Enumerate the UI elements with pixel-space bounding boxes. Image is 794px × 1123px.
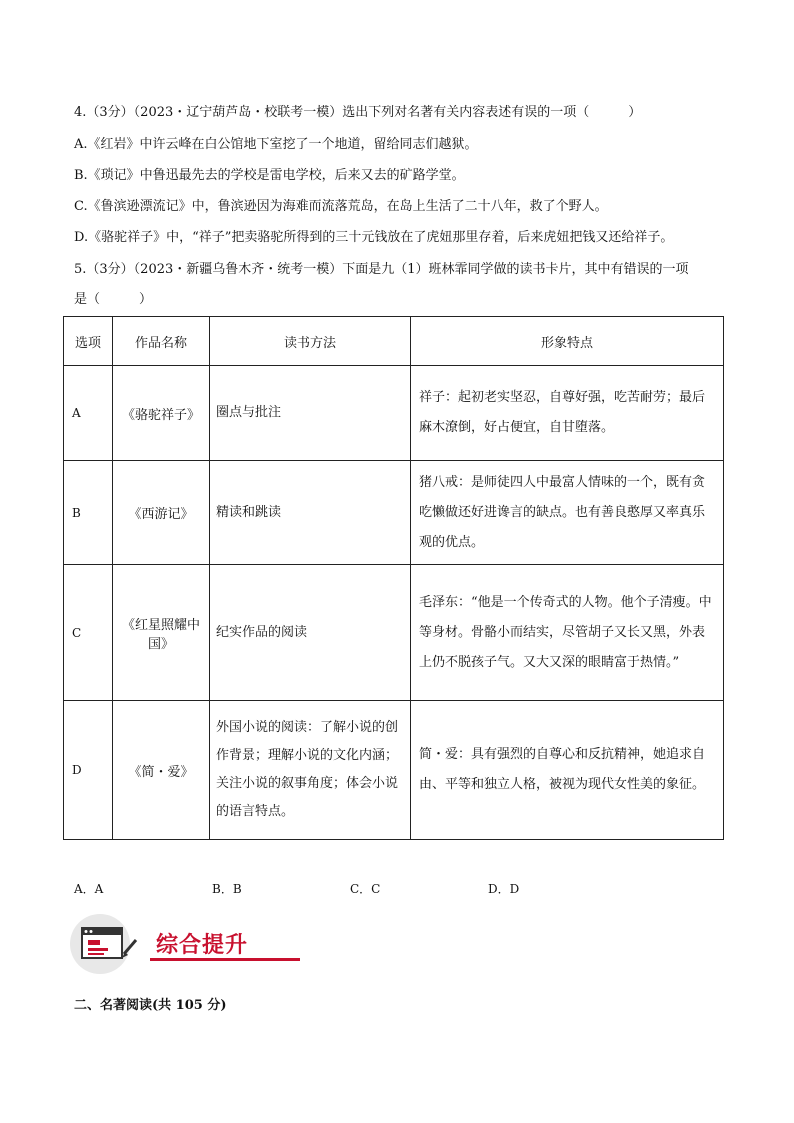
row-work: 《骆驼祥子》 [113, 366, 210, 461]
row-trait: 简・爱：具有强烈的自尊心和反抗精神，她追求自由、平等和独立人格，被视为现代女性美的象征。 [411, 701, 724, 840]
row-method: 精读和跳读 [210, 461, 411, 565]
section-banner [70, 912, 250, 972]
row-work: 《红星照耀中国》 [113, 565, 210, 701]
header-work: 作品名称 [113, 317, 210, 366]
banner-title: 综合提升 [156, 933, 249, 958]
row-trait: 毛泽东：“他是一个传奇式的人物。他个子清瘦。中等身材。骨骼小而结实，尽管胡子又长又黑，外表上仍不脱孩子气。又大又深的眼睛富于热情。” [411, 565, 724, 701]
row-method: 纪实作品的阅读 [210, 565, 411, 701]
row-option: D [64, 701, 113, 840]
row-option: C [64, 565, 113, 701]
header-trait: 形象特点 [411, 317, 724, 366]
q4-stem: 4.（3分）（2023・辽宁葫芦岛・校联考一模）选出下列对名著有关内容表述有误的一项（ ） [74, 105, 642, 120]
table-header-row [64, 317, 724, 366]
choice-a[interactable]: A．A [74, 882, 104, 896]
row-option: A [64, 366, 113, 461]
q5-stem-line1: 5.（3分）（2023・新疆乌鲁木齐・统考一模）下面是九（1）班林霏同学做的读书卡片，其中有错误的一项 [74, 262, 689, 277]
choice-d[interactable]: D．D [488, 882, 520, 896]
row-method: 圈点与批注 [210, 366, 411, 461]
choice-b[interactable]: B．B [212, 882, 242, 896]
reading-card-table [63, 316, 724, 840]
row-work: 《西游记》 [113, 461, 210, 565]
row-trait: 猪八戒：是师徒四人中最富人情味的一个，既有贪吃懒做还好进谗言的缺点。也有善良憨厚又率真乐观的优点。 [411, 461, 724, 565]
table-row [64, 366, 724, 461]
q4-option-a: A.《红岩》中许云峰在白公馆地下室挖了一个地道，留给同志们越狱。 [74, 137, 478, 152]
table-row [64, 701, 724, 840]
table-row [64, 565, 724, 701]
row-trait: 祥子：起初老实坚忍，自尊好强，吃苦耐劳；最后麻木潦倒，好占便宜，自甘堕落。 [411, 366, 724, 461]
banner-underline [150, 958, 300, 961]
table-row [64, 461, 724, 565]
section-heading: 二、名著阅读(共 105 分) [74, 998, 227, 1013]
q4-option-d: D.《骆驼祥子》中，“祥子”把卖骆驼所得到的三十元钱放在了虎妞那里存着，后来虎妞把钱又还给祥子。 [74, 230, 674, 245]
row-method: 外国小说的阅读：了解小说的创作背景；理解小说的文化内涵；关注小说的叙事角度；体会小说的语言特点。 [210, 701, 411, 840]
header-method: 读书方法 [210, 317, 411, 366]
presentation-board-icon [80, 926, 138, 966]
row-option: B [64, 461, 113, 565]
q4-option-b: B.《琐记》中鲁迅最先去的学校是雷电学校，后来又去的矿路学堂。 [74, 168, 465, 183]
row-work: 《简・爱》 [113, 701, 210, 840]
header-option: 选项 [64, 317, 113, 366]
q5-stem-line2: 是（ ） [74, 292, 153, 307]
q4-option-c: C.《鲁滨逊漂流记》中，鲁滨逊因为海难而流落荒岛，在岛上生活了二十八年，救了个野人。 [74, 199, 608, 214]
choice-c[interactable]: C．C [350, 882, 381, 896]
